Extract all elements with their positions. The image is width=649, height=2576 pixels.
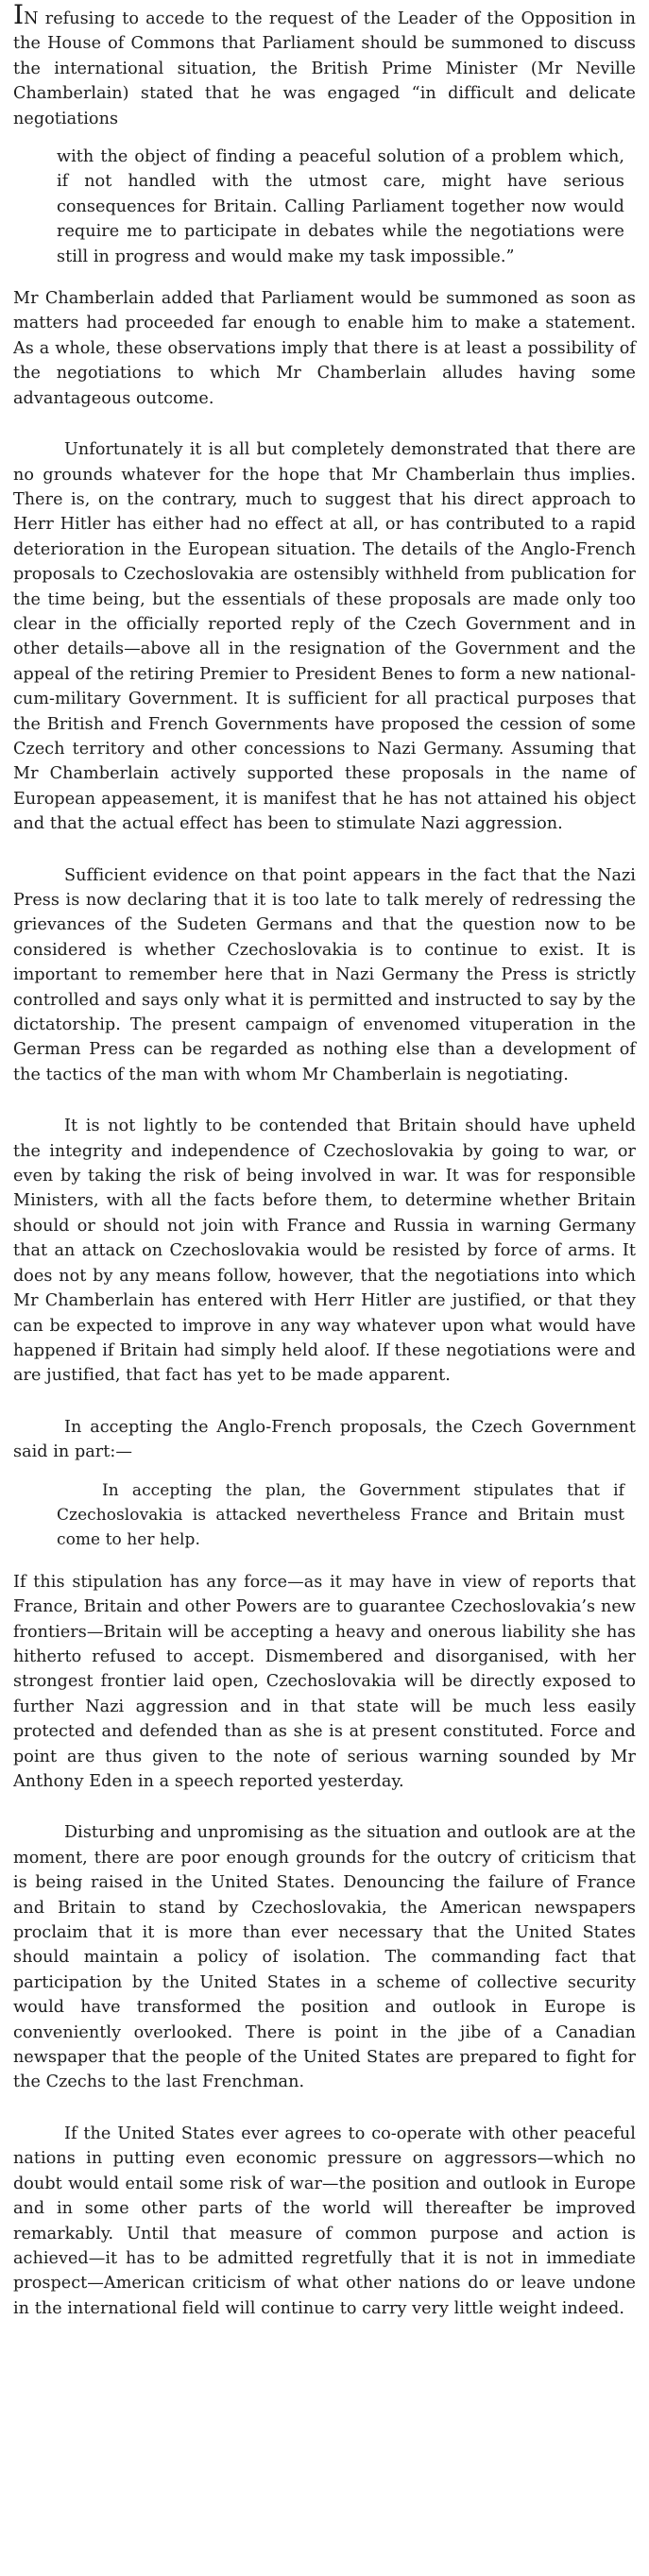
paragraph-3: Sufficient evidence on that point appears in the fact that the Nazi Press is now declaring that it is too late to talk merely of redressing the grievances of the Sudeten Germans and that the question now to be considered is whether Czechoslovakia is to continue to exist. It is important to remember here that in Nazi Germany the Press is strictly controlled and says only what it is permitted and instructed to say by the dictatorship. The present campaign of envenomed vituperation in the German Press can be regarded as nothing else than a development of the tactics of the man with whom Mr Chamberlain is negotiating. bbox=[13, 865, 636, 1084]
paragraph-8: If the United States ever agrees to co-operate with other peaceful nations in putting even economic pressure on aggressors—which no doubt would entail some risk of war—the position and outlook in Europe and in some other parts of the world will thereafter be improved remarkably. Until that measure of common purpose and action is achieved—it has to be admitted regretfully that it is not in immediate prospect—American criticism of what other nations do or leave undone in the international field will continue to carry very little weight indeed. bbox=[13, 2124, 636, 2318]
paragraph-1: Mr Chamberlain added that Parliament would be summoned as soon as matters had proceeded far enough to enable him to make a statement. As a whole, these observations imply that there is at least a possibility of the negotiations to which Mr Chamberlain alludes having some advantageous outcome. bbox=[13, 289, 636, 408]
paragraph-4: It is not lightly to be contended that Britain should have upheld the integrity and independence of Czechoslovakia by going to war, or even by taking the risk of being involved in war. It was for responsible Ministers, with all the facts before them, to determine whether Britain should or should not join with France and Russia in warning Germany that an attack on Czechoslovakia would be resisted by force of arms. It does not by any means follow, however, that the negotiations into which Mr Chamberlain has entered with Herr Hitler are justified, or that they can be expected to improve in any way whatever upon what would have happened if Britain had simply held aloof. If these negotiations were and are justified, that fact has yet to be made apparent. bbox=[13, 1117, 636, 1386]
czech-government-quote: In accepting the plan, the Government stipulates that if Czechoslovakia is attacked nevertheless France and Britain must come to her help. bbox=[57, 1480, 624, 1550]
chamberlain-quote: with the object of finding a peaceful solution of a problem which, if not handled with the utmost care, might have serious consequences for Britain. Calling Parliament together now would require me to participate in debates while the negotiations were still in progress and would make my task impossible.” bbox=[57, 147, 624, 266]
paragraph-2: Unfortunately it is all but completely demonstrated that there are no grounds whatever for the hope that Mr Chamberlain thus implies. There is, on the contrary, much to suggest that his direct approach to Herr Hitler has either had no effect at all, or has contributed to a rapid deterioration in the European situation. The details of the Anglo-French proposals to Czechoslovakia are ostensibly withheld from publication for the time being, but the essentials of these proposals are made only too clear in the officially reported reply of the Czech Government and in other details—above all in the resignation of the Government and the appeal of the retiring Premier to President Benes to form a new national-cum-military Government. It is sufficient for all practical purposes that the British and French Governments have proposed the cession of some Czech territory and other concessions to Nazi Germany. Assuming that Mr Chamberlain actively supported these proposals in the name of European appeasement, it is manifest that he has not attained his object and that the actual effect has been to stimulate Nazi aggression. bbox=[13, 440, 636, 834]
paragraph-6: If this stipulation has any force—as it may have in view of reports that France, Britain and other Powers are to guarantee Czechoslovakia’s new frontiers—Britain will be accepting a heavy and onerous liability she has hitherto refused to accept. Dismembered and disorganised, with her strongest frontier laid open, Czechoslovakia will be directly exposed to further Nazi aggression and in that state will be much less easily protected and defended than as she is at present constituted. Force and point are thus given to the note of serious warning sounded by Mr Anthony Eden in a speech reported yesterday. bbox=[13, 1572, 636, 1791]
intro-paragraph bbox=[13, 0, 636, 131]
intro-text: N refusing to accede to the request of the Leader of the Opposition in the House of Commons that Parliament should be summoned to discuss the international situation, the British Prime Minister (Mr Neville Chamberlain) stated that he was engaged “in difficult and delicate negotiations bbox=[13, 9, 636, 128]
drop-cap: I bbox=[13, 0, 25, 30]
paragraph-7: Disturbing and unpromising as the situation and outlook are at the moment, there are poor enough grounds for the outcry of criticism that is being raised in the United States. Denouncing the failure of France and Britain to stand by Czechoslovakia, the American newspapers proclaim that it is more than ever necessary that the United States should maintain a policy of isolation. The commanding fact that participation by the United States in a scheme of collective security would have transformed the position and outlook in Europe is conveniently overlooked. There is point in the jibe of a Canadian newspaper that the people of the United States are prepared to fight for the Czechs to the last Frenchman. bbox=[13, 1823, 636, 2092]
paragraph-5: In accepting the Anglo-French proposals, the Czech Government said in part:— bbox=[13, 1417, 636, 1462]
